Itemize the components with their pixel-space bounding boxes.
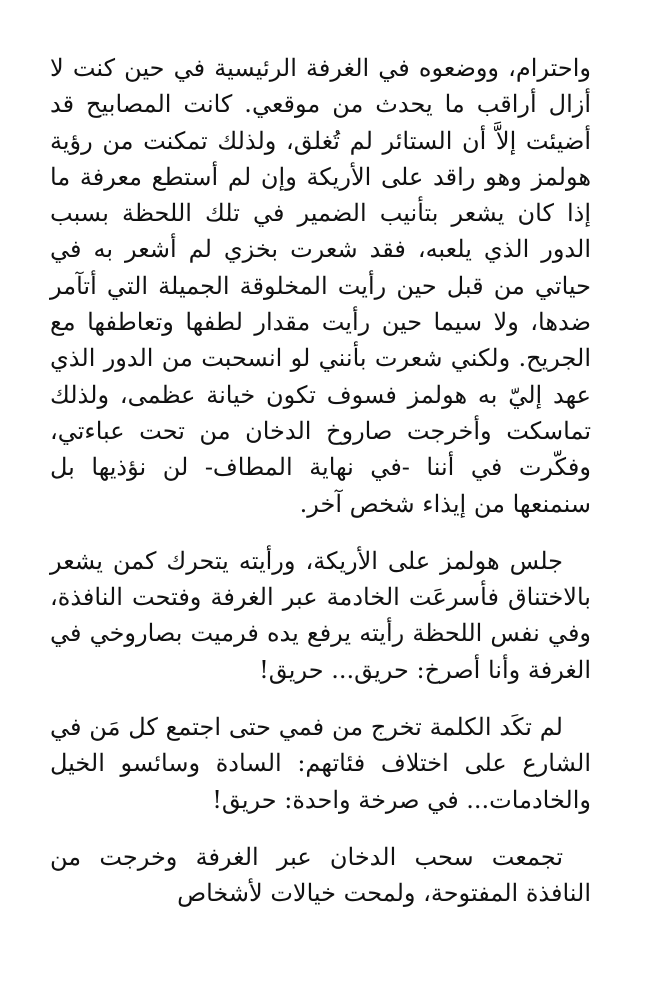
paragraph: واحترام، ووضعوه في الغرفة الرئيسية في حين كنت لا أزال أراقب ما يحدث من موقعي. كانت المصابيح قد أضيئت إلاَّ أن الستائر لم تُغلق، ولذلك تمكنت من رؤية هولمز وهو راقد على الأريكة وإن لم أستطع معرفة ما إذا كان يشعر بتأنيب الضمير في تلك اللحظة بسبب الدور الذي يلعبه، فقد شعرت بخزي لم أشعر به في حياتي من قبل حين رأيت المخلوقة الجميلة التي أتآمر ضدها، ولا سيما حين رأيت مقدار لطفها وتعاطفها مع الجريح. ولكني شعرت بأنني لو انسحبت من الدور الذي عهد إليّ به هولمز فسوف تكون خيانة عظمى، ولذلك تماسكت وأخرجت صاروخ الدخان من تحت عباءتي، وفكّرت في أننا -في نهاية المطاف- لن نؤذيها بل سنمنعها من إيذاء شخص آخر. xyxy=(50,54,591,518)
paragraph: لم تكَد الكلمة تخرج من فمي حتى اجتمع كل مَن في الشارع على اختلاف فئاتهم: السادة وسائسو الخيل والخادمات... في صرخة واحدة: حريق! xyxy=(50,713,591,814)
paragraph: جلس هولمز على الأريكة، ورأيته يتحرك كمن يشعر بالاختناق فأسرعَت الخادمة عبر الغرفة وفتحت النافذة، وفي نفس اللحظة رأيته يرفع يده فرميت بصاروخي في الغرفة وأنا أصرخ: حريق... حريق! xyxy=(50,546,591,684)
paragraph: تجمعت سحب الدخان عبر الغرفة وخرجت من النافذة المفتوحة، ولمحت خيالات لأشخاص xyxy=(50,842,591,908)
